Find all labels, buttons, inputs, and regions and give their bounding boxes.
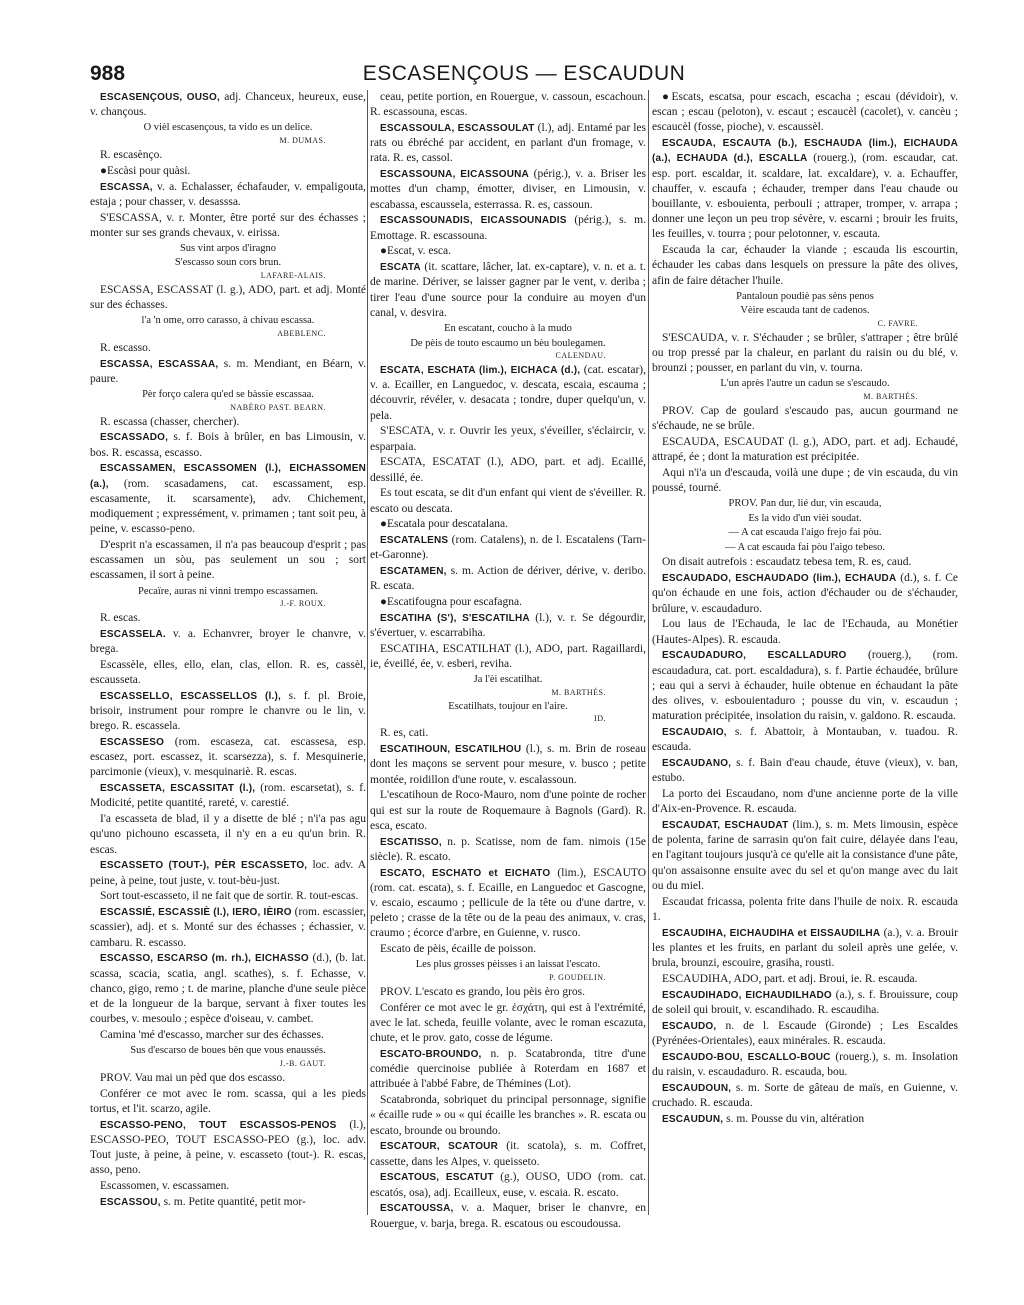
entry-text: (rom. escaseza, cat. escassesa, esp. escasez, port. escassez, it. scarsezza), s. f. Mesquinerie, parcimonie (vieux), v. mesquinariè. R. escas. [90,736,366,779]
dictionary-entry [90,858,366,888]
entry-text: ESCATIHA, ESCATILHAT (l.), ADO, part. Ragaillardi, ie, éveillé, ée, v. esberi, reviha. [370,643,646,671]
entry-text: La porto dei Escaudano, nom d'une ancienne porte de la ville d'Aix-en-Provence. R. escauda. [652,787,958,816]
entry-text: Escassomen, v. escassamen. [100,1179,230,1192]
dictionary-entry [370,1047,646,1093]
entry-text: Camina 'mé d'escasso, marcher sur des échasses. [100,1029,324,1042]
dictionary-entry [90,951,366,1027]
entry-headword: ESCATA [380,262,421,274]
entry-headword: ESCASSAMEN, ESCASSOMEN (l.), EICHASSOMEN (a.), [90,463,366,490]
quotation-line: O vièl escasençous, ta vido es un delice. [143,122,313,134]
entry-text: s. m. Petite quantité, petit mor- [163,1195,306,1208]
entry-paragraph [370,595,646,610]
entry-text: PROV. L'escato es grando, lou pèis èro gros. [380,985,585,998]
dictionary-entry [370,121,646,167]
dictionary-entry [90,627,366,657]
entry-text: n. de l. Escaude (Gironde) ; Les Escaldes (Pyrénées-Orientales), eaux minérales. R. escauda. [652,1019,958,1047]
dictionary-entry [652,1019,958,1049]
column-divider [648,90,649,1215]
entry-text: n. p. Scatisse, nom de fam. nimois (15e siècle). R. escato. [370,835,646,863]
entry-text: (cat. escatar), v. a. Ecailler, en Languedoc, v. descata, escaia, escauma ; découvrir, révéler, v. desacata ; tondre, duper quelqu'un, v. pela. [370,364,646,422]
entry-headword: ESCAUDUN, [662,1113,724,1125]
entry-headword: ESCATO-BROUNDO, [380,1048,482,1060]
quotation-author: J.-F. ROUX. [280,599,326,609]
text-column-right [652,90,958,1285]
entry-text: adj. Chanceux, heureux, euse, v. chançous. [90,91,366,119]
entry-paragraph [652,617,958,647]
entry-text: Scatabronda, sobriquet du principal personnage, signifie « écaille rude » ou « qui écaille les branches ». R. escata ou escato, brounde ou broundo. [370,1094,646,1137]
entry-headword: ESCASSOUNADIS, EICASSOUNADIS [380,215,567,227]
entry-text: (rouerg.), (rom. escaudadura, cat. port. escaldadura), s. f. Partie échaudée, brûlure ; eau qui a servi à échauder, huile obtenue en échaudant la pâte des olives, v. esbouientaduro ; pousse du vin, v. escaudun ; maturation précipitée, insolation du raisin, v. galdono. R. escauda. [652,649,958,723]
entry-text: (a.), s. f. Brouissure, coup de soleil qui brouit, v. escandihado. R. escaudiha. [652,988,958,1016]
entry-text: (d.), s. f. Ce qu'on échaude en une fois, action d'échauder ou de s'échauder, brûlure, v. escaudaduro. [652,572,958,615]
entry-headword: ESCAUDAIO, [662,726,727,738]
dictionary-entry [90,1195,366,1210]
entry-paragraph [90,415,366,430]
entry-headword: ESCAUDO-BOU, ESCALLO-BOUC [662,1051,831,1063]
entry-headword: ESCASSOUNA, EICASSOUNA [380,169,529,181]
entry-text: (l.), ESCASSO-PEO, TOUT ESCASSO-PEO (g.), loc. adv. Tout juste, à peine, à peine, v. escasseto (tout-). R. escas, asso, peno. [90,1118,366,1177]
entry-text: s. f. Abattoir, à Montauban, v. tuadou. R. escauda. [652,725,958,754]
entry-text: PROV. Cap de goulard s'escaudo pas, aucun gourmand ne s'échaude, ne se brûle. [652,404,958,433]
entry-paragraph [370,788,646,834]
dictionary-entry [90,357,366,387]
entry-text: ●Escatifougna pour escafagna. [380,596,523,609]
entry-paragraph [652,331,958,377]
dictionary-entry [370,866,646,942]
dictionary-entry [90,430,366,460]
entry-headword: ESCASSIÉ, ESCASSIÈ (l.), IERO, IÈIRO [100,907,292,919]
entry-text: S'ESCASSA, v. r. Monter, être porté sur des échasses ; monter sur ses grands chevaux, v. eirissa. [90,211,366,239]
dictionary-entry [652,136,958,242]
entry-headword: ESCAUDANO, [662,757,732,769]
quotation-line: Vèire escauda tant de cadenos. [740,305,870,317]
entry-text: (it. scatola), s. m. Coffret, cassette, dans les Alpes, v. queisseto. [370,1140,646,1168]
entry-paragraph [370,1001,646,1047]
dictionary-entry [90,90,366,120]
entry-paragraph [652,555,958,570]
quotation-line: Pantaloun poudiè pas sèns penos [736,290,874,302]
entry-paragraph [370,726,646,741]
entry-paragraph [370,90,646,120]
entry-text: R. escasènço. [100,148,163,161]
entry-headword: ESCASSELA. [100,628,166,640]
entry-paragraph [652,90,958,136]
dictionary-entry [370,1201,646,1231]
entry-headword: ESCAUDO, [662,1020,717,1032]
entry-text: Escato de pèis, écaille de poisson. [380,943,537,956]
entry-text: Escaudat fricassa, polenta frite dans l'huile de noix. R. escauda 1. [652,895,958,923]
entry-text: S'ESCATA, v. r. Ouvrir les yeux, s'éveiller, s'éclaircir, v. esparpaia. [370,425,646,453]
entry-paragraph [90,283,366,313]
entry-text: Conférer ce mot avec le rom. scassa, qui a les pieds tortus, et l'it. scarzo, agile. [90,1087,366,1115]
entry-paragraph [370,642,646,672]
dictionary-entry [652,1081,958,1111]
entry-headword: ESCASSO, ESCARSO (m. rh.), EICHASSO [100,953,309,965]
entry-text: (rouerg.), (rom. escaudar, cat. esp. port. escaldar, it. scaldare, lat. excaldare), v. a. Echauffer, chauffer, v. escaufa ; échauder, tremper dans l'eau chaude ou bouillante, v. esbouienta, perbouli ; attraper, tromper, v. arrapa ; donner une leçon un peu trop sévère, v. escarni ; brouir les fruits, les feuilles, v. tourra ; pour pelotonner, v. escauta. [652,152,958,241]
quotation-author: P. GOUDELIN. [549,972,606,982]
entry-paragraph [370,244,646,259]
entry-headword: ESCATAMEN, [380,566,447,578]
quotation-author: M. BARTHÈS. [863,391,918,401]
entry-headword: ESCASSA, [100,181,153,193]
dictionary-entry [370,564,646,594]
entry-headword: ESCATIHOUN, ESCATILHOU [380,744,522,756]
quotation-author: M. DUMAS. [279,135,326,145]
quotation-line: En escatant, coucho à la mudo [444,323,572,335]
entry-text: s. m. Pousse du vin, altération [726,1112,865,1125]
quotation-author: CALENDAU. [555,351,606,361]
entry-text: s. f. Bain d'eau chaude, étuve (vieux), v. ban, estubo. [652,756,958,785]
entry-headword: ESCASSETA, ESCASSITAT (l.), [100,783,256,795]
entry-headword: ESCAUDIHADO, EICHAUDILHADO [662,989,832,1001]
entry-paragraph [90,211,366,241]
dictionary-entry [90,1118,366,1179]
entry-headword: ESCASSETO (TOUT-), PÈR ESCASSETO, [100,860,308,872]
entry-headword: ESCAUDADURO, ESCALLADURO [662,650,847,662]
entry-text: s. f. Bois à brûler, en bas Limousin, v. bos. R. escassa, escasso. [90,431,366,459]
dictionary-entry [90,905,366,951]
entry-paragraph [370,985,646,1000]
entry-paragraph [652,243,958,289]
dictionary-entry [370,611,646,641]
entry-paragraph [90,164,366,179]
entry-text: (rouerg.), s. m. Insolation du raisin, v. escaudaduro. R. escauda, bou. [652,1050,958,1078]
quotation-line: Pecaïre, auras ni vinni trempo escassamen. [138,585,318,597]
entry-headword: ESCATOUR, SCATOUR [380,1141,499,1153]
entry-headword: ESCATISSO, [380,836,442,848]
quotation-author: J.-B. GAUT. [279,1058,326,1068]
entry-paragraph [370,517,646,532]
quotation-author: NABÈRO PAST. BEARN. [230,402,326,412]
entry-headword: ESCASSA, ESCASSAA, [100,358,219,370]
dictionary-entry [370,213,646,243]
entry-text: s. m. Action de dériver, dérive, v. deribo. R. escata. [370,565,646,593]
entry-text: (lim.), ESCAUTO (rom. cat. escata), s. f. Ecaille, en Languedoc et Gascogne, v. escaio, escaumo ; pellicule de la tête ou d'une dartre, v. peleto ; crasse de la tête ou de la peau des animaux, v. cras, craumo ; écorce d'arbre, en Guienne, v. rusco. [370,866,646,940]
entry-text: (l.), s. m. Brin de roseau dont les maçons se servent pour mesure, v. busco ; petite montée, roidillon d'une route, v. escalassoun. [370,743,646,786]
dictionary-entry [370,1139,646,1169]
quotation-line: S'escasso soun cors brun. [174,257,282,269]
entry-text: ESCAUDIHA, ADO, part. et adj. Broui, ie. R. escauda. [662,972,918,985]
dictionary-entry [90,735,366,781]
entry-text: Escauda la car, échauder la viande ; escauda lis escourtin, échauder les cabas dans lesquels on pressure la pâte des olives, afin de faire détacher l'huile. [652,244,958,287]
entry-text: ESCATA, ESCATAT (l.), ADO, part. et adj. Ecaillé, dessillé, ée. [370,456,646,484]
dictionary-entry [370,363,646,424]
quotation-line: Es la vido d'un vièi soudat. [748,512,862,524]
entry-text: (rom. escarsetat), s. f. Modicité, petite quantité, rareté, v. carestié. [90,782,366,810]
entry-text: Conférer ce mot avec le gr. ἐσχάτη, qui est à l'extrémité, avec le lat. scheda, feuille volante, avec le roman escazuta, chute, et le prov. gato, cosse de légume. [370,1001,646,1045]
entry-text: (rom. Catalens), n. de l. Escatalens (Tarn-et-Garonne). [370,534,646,562]
quotation-author: ID. [594,714,606,724]
dictionary-entry [652,725,958,755]
entry-paragraph [652,972,958,987]
entry-headword: ESCASSELLO, ESCASSELLOS (l.), [100,690,281,702]
entry-text: s. f. pl. Broie, brisoir, instrument pour rompre le chanvre ou le lin, v. brego. R. escassela. [90,689,366,733]
quotation-line: L'un après l'autre un cadun se s'escaudo. [720,378,890,390]
dictionary-entry [652,1112,958,1127]
entry-headword: ESCASSOULA, ESCASSOULAT [380,123,535,134]
entry-text: ceau, petite portion, en Rouergue, v. cassoun, escachoun. R. escassouna, escas. [370,91,646,119]
entry-paragraph [90,341,366,356]
entry-paragraph [370,942,646,957]
entry-headword: ESCATO, ESCHATO et EICHATO [380,867,551,879]
entry-paragraph [652,895,958,925]
entry-text: (l.), v. r. Se dégourdir, s'évertuer, v. escarrabiha. [370,612,646,640]
entry-paragraph [90,1071,366,1086]
dictionary-entry [90,461,366,537]
quotation-line: Sus d'escarso de boues bèn que vous enaussés. [130,1045,326,1057]
entry-headword: ESCATIHA (S'), S'ESCATILHA [380,613,530,625]
quotation-author: C. FAVRE. [877,318,918,328]
dictionary-entry [90,180,366,210]
entry-text: ●Escat, v. esca. [380,245,452,258]
quotation-line: Les plus grosses pèisses i an laissat l'escato. [415,959,601,971]
entry-paragraph [90,1087,366,1117]
text-column-middle [370,90,646,1285]
entry-text: (d.), (b. lat. scassa, scacia, scatia, angl. scathes), s. f. Echasse, v. chanco, gigo, remo ; t. de marine, planche d'une seule pièce et de la longueur de la barque, servant à fixer toutes les courbes, v. mesoulo ; espèce d'oiseau, v. cambet. [90,952,366,1026]
entry-paragraph [370,486,646,516]
entry-text: R. escassa (chasser, chercher). [100,415,240,428]
entry-headword: ESCATA, ESCHATA (lim.), EICHACA (d.), [380,365,581,377]
dictionary-entry [90,781,366,811]
entry-paragraph [90,1179,366,1194]
entry-text: (périg.), v. a. Briser les mottes d'un champ, émotter, diviser, en Limousin, v. escabassa, escaussela, esterrassa. R. es, cassoun. [370,168,646,211]
entry-text: ●Escats, escatsa, pour escach, escacha ; escau (dévidoir), v. escan ; escau (peloton), v. escaut ; escaucèl (cacolet), v. cancèu ; escaucèl (fosse, pioche), v. escaussèl. [652,91,958,134]
entry-text: (rom. scasadamens, cat. escassament, esp. escasamente, it. scarsamente), adv. Chichement, modiquement ; expressément, v. primamen ; tant soit peu, à peine, v. escasso-peno. [90,477,366,536]
entry-paragraph [90,148,366,163]
entry-text: S'ESCAUDA, v. r. S'échauder ; se brûler, s'attraper ; être brûlé ou trop pressé par la chaleur, en parlant du raisin ou du blé, v. brounzi ; pousser, en parlant du vin, v. tourna. [652,331,958,375]
column-divider [367,90,368,1215]
entry-paragraph [370,1093,646,1139]
entry-paragraph [90,611,366,626]
entry-headword: ESCAUDA, ESCAUTA (b.), ESCHAUDA (lim.), EICHAUDA (a.), ECHAUDA (d.), ESCALLA [652,138,958,165]
entry-text: R. escas. [100,612,141,625]
entry-headword: ESCASSESO [100,737,165,749]
entry-headword: ESCAUDOUN, [662,1082,732,1094]
entry-text: On disait autrefois : escaudatz tebesa tem, R. es, caud. [662,556,912,569]
entry-headword: ESCAUDIHA, EICHAUDIHA et EISSAUDILHA [662,927,881,939]
entry-text: Es tout escata, se dit d'un enfant qui vient de s'éveiller. R. escato ou descata. [370,487,646,515]
page-number: 988 [90,62,126,85]
dictionary-entry [370,742,646,788]
quotation-author: LAFARE-ALAIS. [260,270,326,280]
entry-paragraph [652,435,958,465]
entry-headword: ESCAUDAT, ESCHAUDAT [662,819,789,831]
entry-text: D'esprit n'a escassamen, il n'a pas beaucoup d'esprit ; pas escassamen un sòu, pas seulement un sou ; sort escassamen, il sort à peine. [90,538,366,582]
entry-text: I'a escasseta de blad, il y a disette de blé ; n'i'a pas agu qu'uno pichouno escasseta, il n'y en a eu qu'un brin. R. escas. [90,813,366,856]
dictionary-entry [370,533,646,563]
entry-text: ●Escàsi pour quàsi. [100,164,191,177]
entry-paragraph [90,538,366,584]
dictionary-entry [652,648,958,724]
entry-text: Aqui n'i'a un d'escauda, voilà une dupe ; de vin escauda, du vin poussé, tourné. [652,466,958,495]
text-column-left [90,90,366,1285]
entry-text: (lim.), s. m. Mets limousin, espèce de polenta, farine de sarrasin qu'on fait cuire, délayée dans l'eau, en l'agitant toujours jusqu'à ce qu'elle ait la consistance d'une pâte, qu'on assaisonne ensuite avec du sel et qu'on mange avec du lait ou du miel. [652,818,958,892]
dictionary-entry [652,756,958,786]
quotation-line: — A cat escauda fai pòu l'aigo tebeso. [725,541,885,553]
entry-text: s. m. Mendiant, en Béarn, v. paure. [90,357,366,385]
entry-text: Escassèle, elles, ello, elan, clas, ellon. R. es, cassèl, escausseta. [90,658,366,687]
entry-text: n. p. Scatabronda, titre d'une comédie quercinoise publiée à Roterdam en 1687 et attribuée à l'abbé Fabre, de Thémines (Lot). [370,1047,646,1091]
entry-text: L'escatihoun de Roco-Mauro, nom d'une pointe de rocher qui est sur la route de Roquemaure à Bagnols (Gard). R. esca, escato. [370,789,646,832]
entry-headword: ESCATOUSSA, [380,1203,454,1215]
entry-paragraph [90,889,366,904]
quotation-line: De pèis de touto escaumo un bèu boulegamen. [410,337,606,349]
entry-text: (it. scattare, lâcher, lat. ex-captare), v. n. et a. t. de marine. Dériver, se laisser gagner par le vent, v. deriba ; tirer l'eau d'une source pour la conduire au moyen d'un canal, v. desvira. [370,261,646,319]
quotation-line: Ja l'èi escatilhat. [473,674,543,686]
entry-paragraph [652,466,958,496]
entry-headword: ESCASSOU, [100,1196,161,1208]
quotation-line: — A cat escauda l'aigo frejo fai pòu. [728,527,882,539]
entry-paragraph [90,658,366,688]
entry-text: v. a. Echalasser, échafauder, v. empaligouta, estaja ; pour chasser, v. desasssa. [90,180,366,208]
quotation-author: M. BARTHÈS. [551,687,606,697]
entry-text: ESCAUDA, ESCAUDAT (l. g.), ADO, part. et adj. Echaudé, attrapé, ée ; dont la maturation est précipitée. [652,435,958,464]
entry-headword: ESCASENÇOUS, OUSO, [100,92,220,103]
entry-text: v. a. Maquer, briser le chanvre, en Rouergue, v. barja, brega. R. escatous ou escoudoussa. [370,1202,646,1230]
quotation-line: Escatilhats, toujour en l'aire. [448,700,568,712]
entry-text: R. es, cati. [380,727,429,740]
entry-text: ●Escatala pour descatalana. [380,518,508,531]
entry-text: Sort tout-escasseto, il ne fait que de sortir. R. tout-escas. [100,890,359,903]
dictionary-entry [652,988,958,1018]
entry-text: s. m. Sorte de gâteau de maïs, en Guienne, v. cruchado. R. escauda. [652,1081,958,1109]
entry-paragraph [652,787,958,817]
entry-text: PROV. Vau mai un pèd que dos escasso. [100,1071,286,1084]
entry-text: (rom. escassier, scassier), adj. et s. Monté sur des échasses ; échassier, v. cambaru. R. escasso. [90,906,366,949]
entry-text: ESCASSA, ESCASSAT (l. g.), ADO, part. et adj. Monté sur des échasses. [90,283,366,312]
entry-text: R. escasso. [100,341,151,354]
entry-headword: ESCASSO-PENO, TOUT ESCASSOS-PENOS [100,1119,337,1131]
quotation-line: l'a 'n ome, orro carasso, à chivau escassa. [141,315,315,327]
dictionary-entry [370,167,646,213]
entry-paragraph [370,424,646,454]
entry-text: Lou laus de l'Echauda, le lac de l'Echauda, au Monétier (Hautes-Alpes). R. escauda. [652,618,958,646]
entry-paragraph [652,404,958,434]
page-header [90,62,958,90]
entry-text: (périg.), s. m. Emottage. R. escassouna. [370,214,646,242]
dictionary-entry [652,571,958,617]
entry-text: loc. adv. A peine, à peine, tout juste, v. tout-bèu-just. [90,859,366,887]
dictionary-entry [370,260,646,321]
entry-paragraph [90,1028,366,1043]
dictionary-entry [370,835,646,865]
entry-headword: ESCAUDADO, ESCHAUDADO (lim.), ECHAUDA [662,573,897,585]
dictionary-entry [652,818,958,894]
entry-text: (l.), adj. Entamé par les rats ou ébréché par accident, en parlant d'un fromage, v. rata. R. es, cassol. [370,122,646,165]
entry-headword: ESCASSADO, [100,432,169,444]
dictionary-entry [652,926,958,972]
quotation-line: Sus vint arpos d'iragno [179,242,277,254]
entry-paragraph [90,812,366,858]
quotation-line: PROV. Pan dur, lié dur, vin escauda, [728,498,882,510]
quotation-line: Pèr forço calera qu'ed se bàssie escassaa. [142,389,314,401]
entry-text: (g.), OUSO, UDO (rom. cat. escatós, osa), adj. Ecailleux, euse, v. escaia. R. escato. [370,1171,646,1199]
dictionary-entry [652,1050,958,1080]
entry-paragraph [370,455,646,485]
dictionary-entry [370,1170,646,1200]
running-title: ESCASENÇOUS — ESCAUDUN [362,62,686,85]
quotation-author: ABEBLENC. [277,328,326,338]
entry-headword: ESCATALENS [380,535,449,547]
entry-text: v. a. Echanvrer, broyer le chanvre, v. brega. [90,627,366,656]
entry-text: (a.), v. a. Brouir les plantes et les fruits, en parlant du soleil après une gelée, v. brula, brounzi, escouire, grasiha, rousti. [652,926,958,969]
dictionary-entry [90,689,366,735]
entry-headword: ESCATOUS, ESCATUT [380,1172,494,1184]
